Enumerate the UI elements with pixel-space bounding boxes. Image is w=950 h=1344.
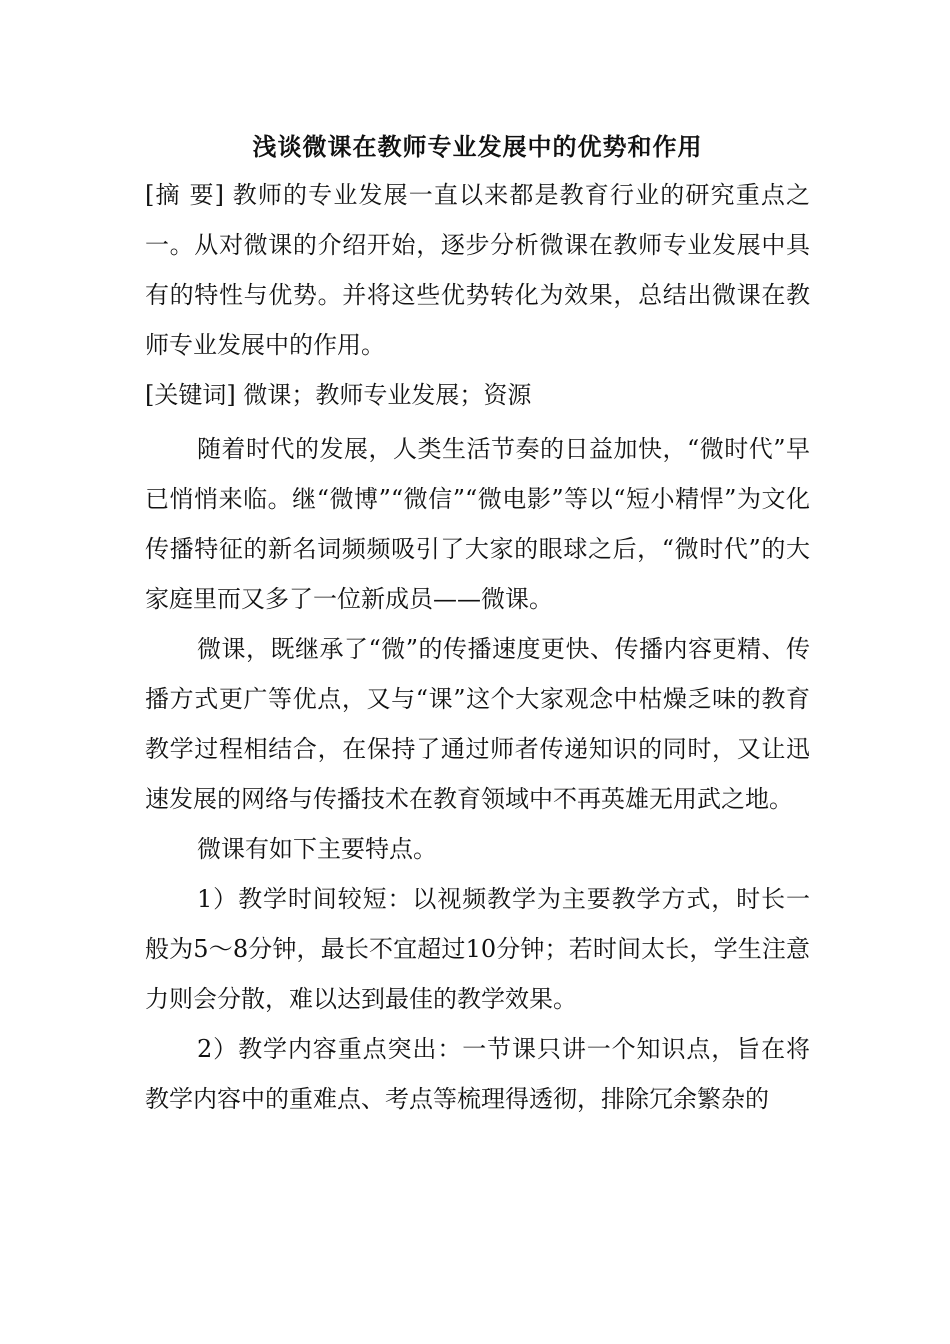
body-paragraph-1: 随着时代的发展，人类生活节奏的日益加快，“微时代”早已悄悄来临。继“微博”“微信”“微电影”等以“短小精悍”为文化传播特征的新名词频频吸引了大家的眼球之后，“微时代”的大家庭里而又多了一位新成员——微课。	[145, 435, 810, 613]
body-paragraph-4: 1）教学时间较短：以视频教学为主要教学方式，时长一般为5～8分钟，最长不宜超过10分钟；若时间太长，学生注意力则会分散，难以达到最佳的教学效果。	[145, 885, 810, 1013]
body-paragraph-2: 微课，既继承了“微”的传播速度更快、传播内容更精、传播方式更广等优点，又与“课”这个大家观念中枯燥乏味的教育教学过程相结合，在保持了通过师者传递知识的同时，又让迅速发展的网络与传播技术在教育领域中不再英雄无用武之地。	[145, 635, 810, 813]
keywords-line: [关键词] 微课；教师专业发展；资源	[145, 381, 532, 409]
body-paragraph-3: 微课有如下主要特点。	[197, 835, 437, 863]
abstract-paragraph: [摘 要] 教师的专业发展一直以来都是教育行业的研究重点之一。从对微课的介绍开始，逐步分析微课在教师专业发展中具有的特性与优势。并将这些优势转化为效果，总结出微课在教师专业发展中的作用。	[145, 181, 810, 359]
document-title: 浅谈微课在教师专业发展中的优势和作用	[252, 132, 703, 161]
body-paragraph-5: 2）教学内容重点突出：一节课只讲一个知识点，旨在将教学内容中的重难点、考点等梳理得透彻，排除冗余繁杂的	[145, 1035, 810, 1113]
